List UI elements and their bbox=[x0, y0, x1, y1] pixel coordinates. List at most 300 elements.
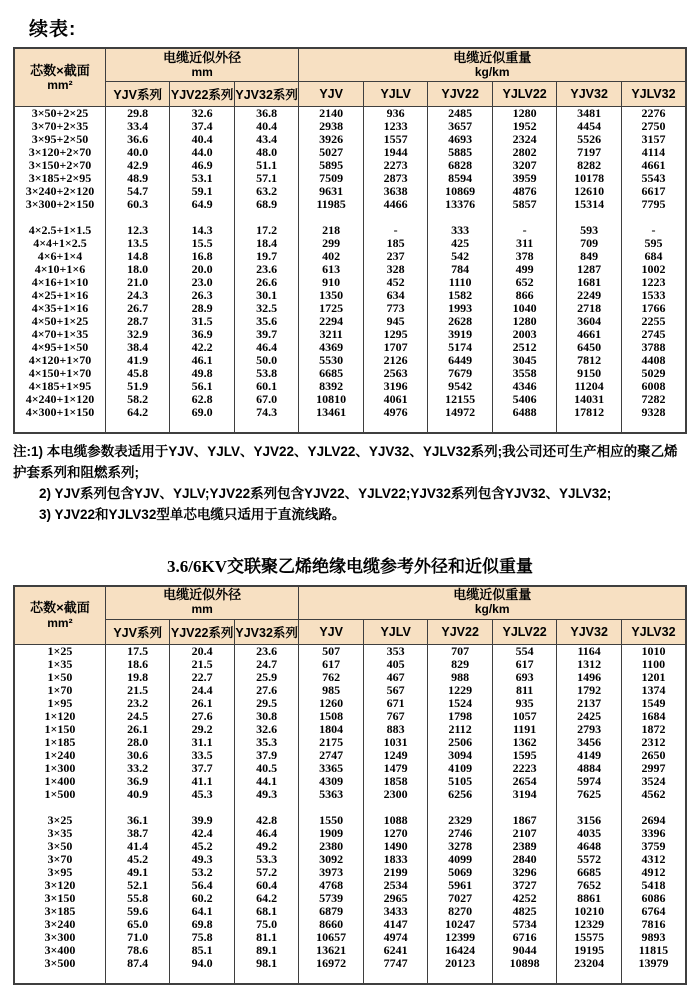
cell: 15314 bbox=[557, 198, 622, 211]
subcol-yjlv32: YJLV32 bbox=[621, 82, 686, 107]
cell: 2650 bbox=[621, 749, 686, 762]
cell: 6685 bbox=[299, 367, 364, 380]
row-label: 3×150+2×70 bbox=[14, 159, 105, 172]
cell: 17.2 bbox=[234, 224, 299, 237]
cell: 14.8 bbox=[105, 250, 170, 263]
cell: 4312 bbox=[621, 853, 686, 866]
cell: 21.5 bbox=[105, 684, 170, 697]
od-unit: mm bbox=[191, 602, 213, 617]
cell: 36.1 bbox=[105, 814, 170, 827]
cell: 12329 bbox=[557, 918, 622, 931]
cell: 31.1 bbox=[170, 736, 235, 749]
cell: 16424 bbox=[428, 944, 493, 957]
cell: 3456 bbox=[557, 736, 622, 749]
cell: 42.8 bbox=[234, 814, 299, 827]
cell: 56.1 bbox=[170, 380, 235, 393]
cell bbox=[105, 970, 170, 984]
cell: 7795 bbox=[621, 198, 686, 211]
cell: 87.4 bbox=[105, 957, 170, 970]
table-row bbox=[14, 931, 686, 944]
cell bbox=[492, 801, 557, 814]
cell: 5029 bbox=[621, 367, 686, 380]
cell bbox=[363, 419, 428, 433]
cell: 27.6 bbox=[170, 710, 235, 723]
cell: 85.1 bbox=[170, 944, 235, 957]
cell bbox=[299, 801, 364, 814]
cell: 68.1 bbox=[234, 905, 299, 918]
table-row bbox=[14, 918, 686, 931]
cell bbox=[557, 801, 622, 814]
cell: 299 bbox=[299, 237, 364, 250]
cell: 17812 bbox=[557, 406, 622, 419]
cell: 4061 bbox=[363, 393, 428, 406]
cell: 1110 bbox=[428, 276, 493, 289]
cell: 52.1 bbox=[105, 879, 170, 892]
cell: 7816 bbox=[621, 918, 686, 931]
cell: 185 bbox=[363, 237, 428, 250]
row-label: 4×70+1×35 bbox=[14, 328, 105, 341]
cell bbox=[363, 801, 428, 814]
cell: 71.0 bbox=[105, 931, 170, 944]
cell: 2802 bbox=[492, 146, 557, 159]
cell: 425 bbox=[428, 237, 493, 250]
cell: 13.5 bbox=[105, 237, 170, 250]
row-label: 4×95+1×50 bbox=[14, 341, 105, 354]
cell: 6685 bbox=[557, 866, 622, 879]
cell: 59.1 bbox=[170, 185, 235, 198]
cell bbox=[234, 419, 299, 433]
row-label: 4×35+1×16 bbox=[14, 302, 105, 315]
col-header-spec bbox=[14, 586, 105, 645]
cell: 985 bbox=[299, 684, 364, 697]
cell: 2534 bbox=[363, 879, 428, 892]
table-row bbox=[14, 185, 686, 198]
cell: 218 bbox=[299, 224, 364, 237]
cell: - bbox=[492, 224, 557, 237]
row-label bbox=[14, 970, 105, 984]
cell: 4109 bbox=[428, 762, 493, 775]
cell: 1164 bbox=[557, 644, 622, 658]
cell: 1798 bbox=[428, 710, 493, 723]
continued-table-label: 续表: bbox=[29, 19, 77, 40]
cell: 2840 bbox=[492, 853, 557, 866]
subcol-yjv: YJV bbox=[299, 619, 364, 644]
cell: 1725 bbox=[299, 302, 364, 315]
cell: 5069 bbox=[428, 866, 493, 879]
gap-row bbox=[14, 801, 686, 814]
cell bbox=[234, 211, 299, 224]
cell: 1595 bbox=[492, 749, 557, 762]
cell: - bbox=[363, 224, 428, 237]
row-label: 3×120 bbox=[14, 879, 105, 892]
notes-block bbox=[13, 442, 687, 526]
cell: 467 bbox=[363, 671, 428, 684]
cell: 2512 bbox=[492, 341, 557, 354]
cell: 4562 bbox=[621, 788, 686, 801]
cell: 31.5 bbox=[170, 315, 235, 328]
cell: 42.9 bbox=[105, 159, 170, 172]
cell: 32.5 bbox=[234, 302, 299, 315]
cell: 3558 bbox=[492, 367, 557, 380]
cell: 3433 bbox=[363, 905, 428, 918]
row-label: 4×16+1×10 bbox=[14, 276, 105, 289]
cell: 51.1 bbox=[234, 159, 299, 172]
cell: 6450 bbox=[557, 341, 622, 354]
cell: 54.7 bbox=[105, 185, 170, 198]
cell bbox=[557, 211, 622, 224]
cell: 20.4 bbox=[170, 644, 235, 658]
cell: 4768 bbox=[299, 879, 364, 892]
table-row bbox=[14, 146, 686, 159]
cell: 18.0 bbox=[105, 263, 170, 276]
cell: 593 bbox=[557, 224, 622, 237]
table-row bbox=[14, 827, 686, 840]
cell: 64.1 bbox=[170, 905, 235, 918]
cell: 75.8 bbox=[170, 931, 235, 944]
cell: 499 bbox=[492, 263, 557, 276]
cell: 2223 bbox=[492, 762, 557, 775]
cell: 32.9 bbox=[105, 328, 170, 341]
table-row bbox=[14, 367, 686, 380]
cell: 38.4 bbox=[105, 341, 170, 354]
cell: 2276 bbox=[621, 107, 686, 121]
pad-row bbox=[14, 419, 686, 433]
cell: 44.1 bbox=[234, 775, 299, 788]
cell: 7197 bbox=[557, 146, 622, 159]
cell: 33.2 bbox=[105, 762, 170, 775]
cell bbox=[363, 211, 428, 224]
col-group-outer-diameter bbox=[105, 48, 299, 82]
cell bbox=[621, 211, 686, 224]
cell: 35.3 bbox=[234, 736, 299, 749]
cell: 23.0 bbox=[170, 276, 235, 289]
cell: 16.8 bbox=[170, 250, 235, 263]
cell: 2199 bbox=[363, 866, 428, 879]
subcol-yjlv22: YJLV22 bbox=[492, 619, 557, 644]
cell: 1088 bbox=[363, 814, 428, 827]
cell: 3207 bbox=[492, 159, 557, 172]
table-row bbox=[14, 276, 686, 289]
cell bbox=[105, 211, 170, 224]
row-label: 1×185 bbox=[14, 736, 105, 749]
cell bbox=[428, 801, 493, 814]
cell: 8660 bbox=[299, 918, 364, 931]
table-row bbox=[14, 762, 686, 775]
cell: 1312 bbox=[557, 658, 622, 671]
cell: 13621 bbox=[299, 944, 364, 957]
row-label: 1×70 bbox=[14, 684, 105, 697]
cell: 3481 bbox=[557, 107, 622, 121]
col-header-spec bbox=[14, 48, 105, 107]
cell: 23.6 bbox=[234, 263, 299, 276]
cell: 46.4 bbox=[234, 341, 299, 354]
row-label: 3×95 bbox=[14, 866, 105, 879]
cell: 36.9 bbox=[170, 328, 235, 341]
cell: 48.9 bbox=[105, 172, 170, 185]
cell: 3959 bbox=[492, 172, 557, 185]
cell: 29.8 bbox=[105, 107, 170, 121]
table-row bbox=[14, 263, 686, 276]
cell: 4825 bbox=[492, 905, 557, 918]
subcol-yjv-series: YJV系列 bbox=[105, 619, 170, 644]
cell: 1201 bbox=[621, 671, 686, 684]
cell: 7509 bbox=[299, 172, 364, 185]
cell: 33.5 bbox=[170, 749, 235, 762]
cell bbox=[492, 970, 557, 984]
table-row bbox=[14, 710, 686, 723]
cell: 26.1 bbox=[105, 723, 170, 736]
cell: 36.6 bbox=[105, 133, 170, 146]
cell: 15575 bbox=[557, 931, 622, 944]
spec-unit: mm² bbox=[47, 615, 73, 630]
cell: 1550 bbox=[299, 814, 364, 827]
cell: 1496 bbox=[557, 671, 622, 684]
cell: 3296 bbox=[492, 866, 557, 879]
cell bbox=[170, 801, 235, 814]
cell: 45.8 bbox=[105, 367, 170, 380]
cell: 1002 bbox=[621, 263, 686, 276]
cell: 39.9 bbox=[170, 814, 235, 827]
cell: 9328 bbox=[621, 406, 686, 419]
cell: 1684 bbox=[621, 710, 686, 723]
cell: 4099 bbox=[428, 853, 493, 866]
cell: 1524 bbox=[428, 697, 493, 710]
row-label: 4×300+1×150 bbox=[14, 406, 105, 419]
spec-label: 芯数×截面 bbox=[30, 600, 90, 616]
cell: 98.1 bbox=[234, 957, 299, 970]
cell: 452 bbox=[363, 276, 428, 289]
cell: 6449 bbox=[428, 354, 493, 367]
cell: 1031 bbox=[363, 736, 428, 749]
cell: 53.3 bbox=[234, 853, 299, 866]
cell: 40.4 bbox=[170, 133, 235, 146]
cell: 26.3 bbox=[170, 289, 235, 302]
cell bbox=[621, 970, 686, 984]
cell: 3973 bbox=[299, 866, 364, 879]
cell: 1508 bbox=[299, 710, 364, 723]
cell bbox=[621, 801, 686, 814]
cell: 4884 bbox=[557, 762, 622, 775]
table-row bbox=[14, 237, 686, 250]
row-label: 3×150 bbox=[14, 892, 105, 905]
table-row bbox=[14, 866, 686, 879]
cell: 9631 bbox=[299, 185, 364, 198]
cell: 595 bbox=[621, 237, 686, 250]
cell: 4661 bbox=[557, 328, 622, 341]
cell: 6828 bbox=[428, 159, 493, 172]
cell: 13461 bbox=[299, 406, 364, 419]
row-label bbox=[14, 801, 105, 814]
cell: 39.7 bbox=[234, 328, 299, 341]
cell: 652 bbox=[492, 276, 557, 289]
row-label: 3×185+2×95 bbox=[14, 172, 105, 185]
cell: 51.9 bbox=[105, 380, 170, 393]
row-label: 3×185 bbox=[14, 905, 105, 918]
cell: 1681 bbox=[557, 276, 622, 289]
note-1: 注:1) 本电缆参数表适用于YJV、YJLV、YJV22、YJLV22、YJV32、YJLV32系列;我公司还可生产相应的聚乙烯护套系列和阻燃系列; bbox=[13, 444, 678, 480]
subcol-yjv-series: YJV系列 bbox=[105, 82, 170, 107]
cell: 30.6 bbox=[105, 749, 170, 762]
table-row bbox=[14, 328, 686, 341]
cell: 40.9 bbox=[105, 788, 170, 801]
cell: 1707 bbox=[363, 341, 428, 354]
cell: 2140 bbox=[299, 107, 364, 121]
cell: 43.4 bbox=[234, 133, 299, 146]
cell: 37.9 bbox=[234, 749, 299, 762]
cell: 709 bbox=[557, 237, 622, 250]
row-label: 1×50 bbox=[14, 671, 105, 684]
cell: 28.9 bbox=[170, 302, 235, 315]
cell: 18.6 bbox=[105, 658, 170, 671]
cell: 1804 bbox=[299, 723, 364, 736]
cell: 2718 bbox=[557, 302, 622, 315]
subcol-yjv32: YJV32 bbox=[557, 619, 622, 644]
cell: 69.0 bbox=[170, 406, 235, 419]
cell: 12155 bbox=[428, 393, 493, 406]
cell: 28.0 bbox=[105, 736, 170, 749]
table-row bbox=[14, 736, 686, 749]
cell: 29.2 bbox=[170, 723, 235, 736]
cell: 5895 bbox=[299, 159, 364, 172]
table-row bbox=[14, 224, 686, 237]
cell: 866 bbox=[492, 289, 557, 302]
cell: 542 bbox=[428, 250, 493, 263]
table2-body bbox=[14, 644, 686, 984]
cell bbox=[299, 419, 364, 433]
cell: 53.2 bbox=[170, 866, 235, 879]
cell: 613 bbox=[299, 263, 364, 276]
cell: 50.0 bbox=[234, 354, 299, 367]
cell: 4408 bbox=[621, 354, 686, 367]
cell: 16972 bbox=[299, 957, 364, 970]
cell: 23.6 bbox=[234, 644, 299, 658]
subcol-yjlv: YJLV bbox=[363, 619, 428, 644]
row-label: 1×240 bbox=[14, 749, 105, 762]
cell: 25.9 bbox=[234, 671, 299, 684]
cell: 30.8 bbox=[234, 710, 299, 723]
cell: 35.6 bbox=[234, 315, 299, 328]
cell: 2126 bbox=[363, 354, 428, 367]
cell: 14031 bbox=[557, 393, 622, 406]
cell: 1479 bbox=[363, 762, 428, 775]
cell: 2506 bbox=[428, 736, 493, 749]
cell: 7812 bbox=[557, 354, 622, 367]
cell: 15.5 bbox=[170, 237, 235, 250]
row-label bbox=[14, 211, 105, 224]
cell: 78.6 bbox=[105, 944, 170, 957]
cell: 671 bbox=[363, 697, 428, 710]
cell: 9893 bbox=[621, 931, 686, 944]
cell: 935 bbox=[492, 697, 557, 710]
col-group-weight bbox=[299, 48, 686, 82]
cell: 6764 bbox=[621, 905, 686, 918]
cell: 1867 bbox=[492, 814, 557, 827]
cell: 20.0 bbox=[170, 263, 235, 276]
cell bbox=[557, 419, 622, 433]
row-label: 1×150 bbox=[14, 723, 105, 736]
cell: 707 bbox=[428, 644, 493, 658]
row-label: 4×185+1×95 bbox=[14, 380, 105, 393]
cell: 68.9 bbox=[234, 198, 299, 211]
table-row bbox=[14, 250, 686, 263]
row-label: 3×50 bbox=[14, 840, 105, 853]
cell: 684 bbox=[621, 250, 686, 263]
cell bbox=[170, 419, 235, 433]
cell: 2255 bbox=[621, 315, 686, 328]
cell: 5027 bbox=[299, 146, 364, 159]
cell: 3157 bbox=[621, 133, 686, 146]
gap-row bbox=[14, 211, 686, 224]
row-label: 3×120+2×70 bbox=[14, 146, 105, 159]
cell: 3194 bbox=[492, 788, 557, 801]
cell: 3759 bbox=[621, 840, 686, 853]
cell: 2389 bbox=[492, 840, 557, 853]
cell: 2654 bbox=[492, 775, 557, 788]
cell: 1100 bbox=[621, 658, 686, 671]
cell: 4147 bbox=[363, 918, 428, 931]
cell: 42.2 bbox=[170, 341, 235, 354]
cell: 1057 bbox=[492, 710, 557, 723]
cell: 2425 bbox=[557, 710, 622, 723]
cell: 617 bbox=[492, 658, 557, 671]
cell: 4976 bbox=[363, 406, 428, 419]
table-row bbox=[14, 944, 686, 957]
subcol-yjv22-series: YJV22系列 bbox=[170, 619, 235, 644]
cell: 81.1 bbox=[234, 931, 299, 944]
cell: 1362 bbox=[492, 736, 557, 749]
cell: 7282 bbox=[621, 393, 686, 406]
cell: 5526 bbox=[557, 133, 622, 146]
od-group-label: 电缆近似外径 bbox=[163, 49, 242, 65]
row-label: 3×35 bbox=[14, 827, 105, 840]
cell: 26.7 bbox=[105, 302, 170, 315]
cell: 2793 bbox=[557, 723, 622, 736]
cell: 3278 bbox=[428, 840, 493, 853]
cell: 2107 bbox=[492, 827, 557, 840]
cell: 4876 bbox=[492, 185, 557, 198]
pad-row bbox=[14, 970, 686, 984]
cell: 3196 bbox=[363, 380, 428, 393]
row-label: 4×50+1×25 bbox=[14, 315, 105, 328]
row-label: 4×150+1×70 bbox=[14, 367, 105, 380]
cell: 89.1 bbox=[234, 944, 299, 957]
cell: 829 bbox=[428, 658, 493, 671]
cell: 2300 bbox=[363, 788, 428, 801]
table-row bbox=[14, 840, 686, 853]
row-label: 4×240+1×120 bbox=[14, 393, 105, 406]
table-row bbox=[14, 671, 686, 684]
cell: 2873 bbox=[363, 172, 428, 185]
table-row bbox=[14, 341, 686, 354]
cell: 2312 bbox=[621, 736, 686, 749]
cell: 10810 bbox=[299, 393, 364, 406]
cell: 8282 bbox=[557, 159, 622, 172]
cell bbox=[428, 211, 493, 224]
cell: 936 bbox=[363, 107, 428, 121]
cell: 378 bbox=[492, 250, 557, 263]
cell bbox=[428, 419, 493, 433]
cell: 3638 bbox=[363, 185, 428, 198]
cell: 42.4 bbox=[170, 827, 235, 840]
table-row bbox=[14, 393, 686, 406]
cell: 1223 bbox=[621, 276, 686, 289]
cell: 24.7 bbox=[234, 658, 299, 671]
cell: 1350 bbox=[299, 289, 364, 302]
cell: 4661 bbox=[621, 159, 686, 172]
cell: 41.1 bbox=[170, 775, 235, 788]
table-row bbox=[14, 957, 686, 970]
cell: 10247 bbox=[428, 918, 493, 931]
